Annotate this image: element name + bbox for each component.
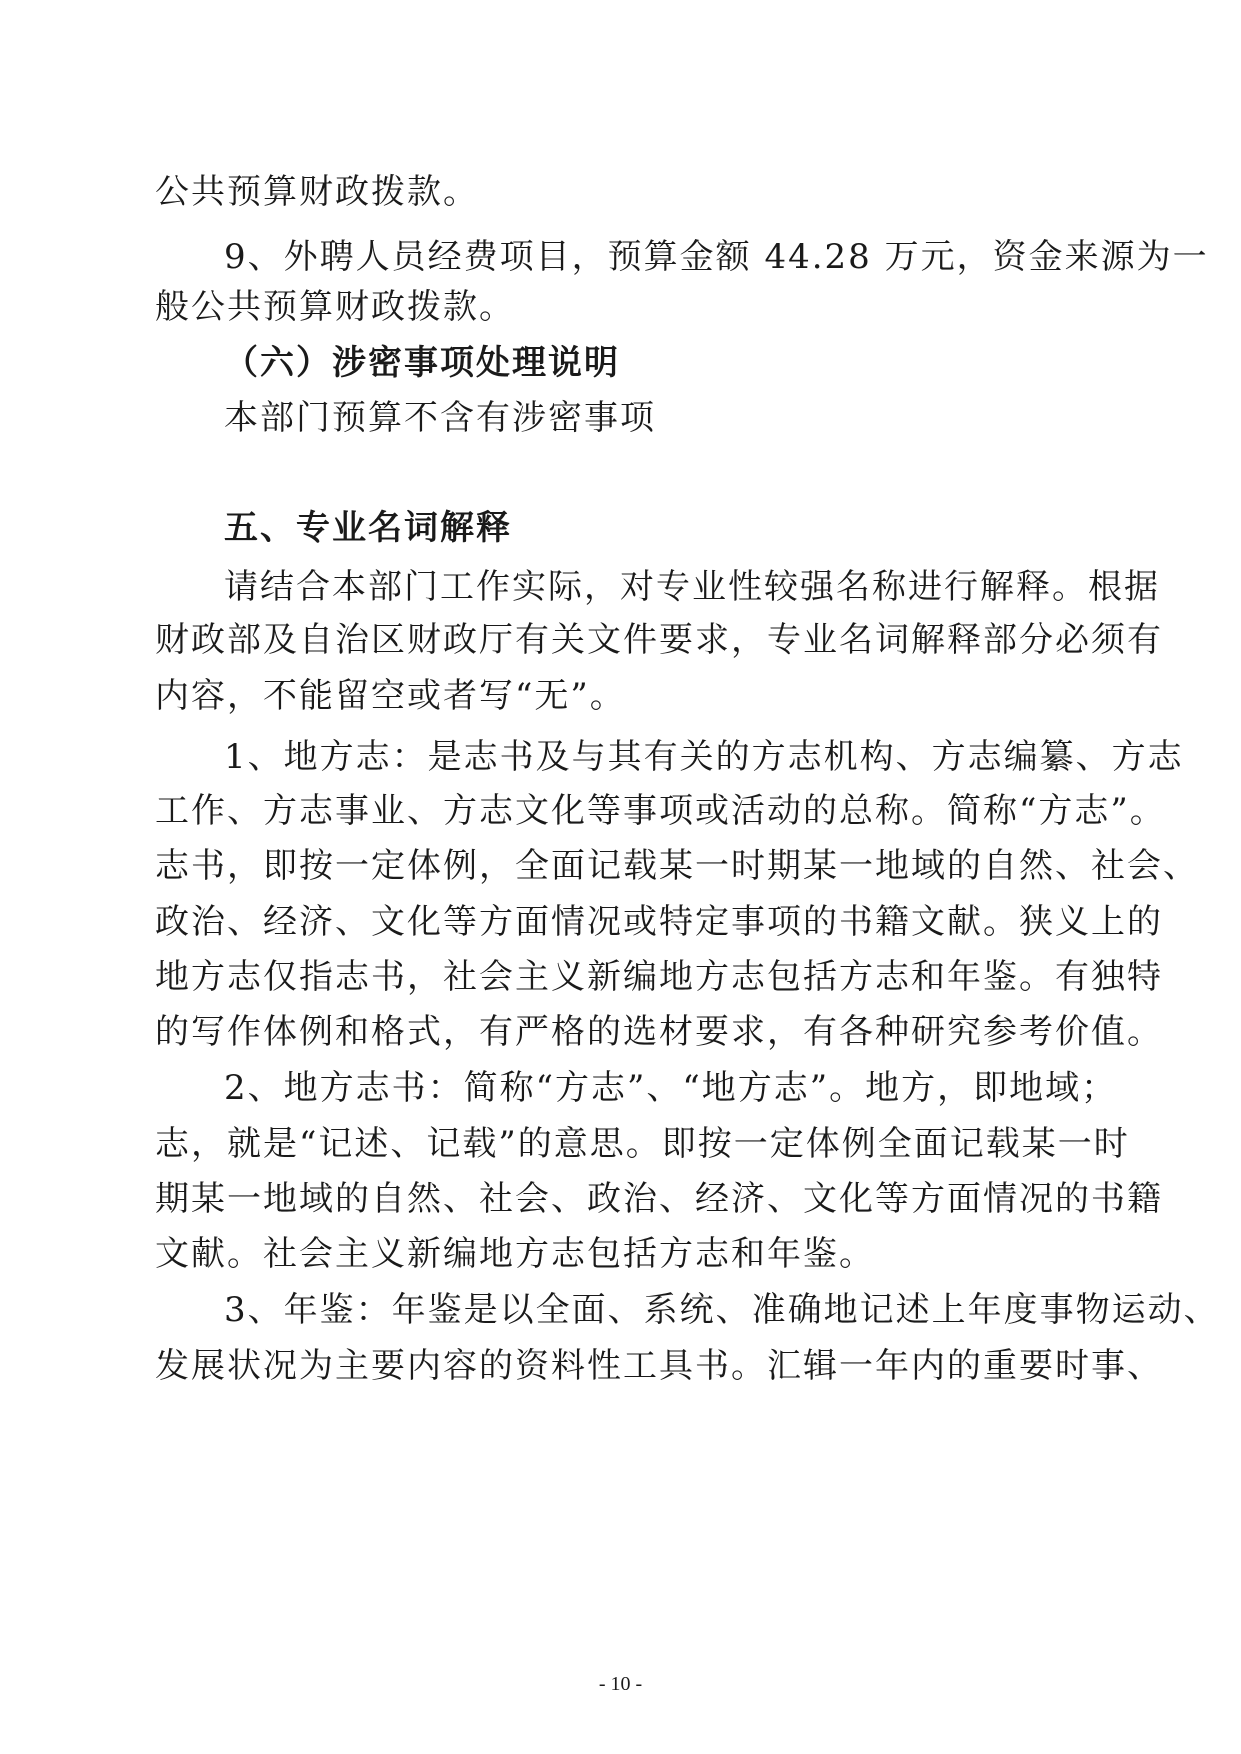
intro-line-3: 内容，不能留空或者写“无”。	[155, 676, 626, 716]
term-2-line-1: 2、地方志书：简称“方志”、“地方志”。地方，即地域；	[224, 1068, 1118, 1108]
term-1-line-4: 政治、经济、文化等方面情况或特定事项的书籍文献。狭义上的	[155, 902, 1163, 942]
item-9-line-1: 9、外聘人员经费项目，预算金额 44.28 万元，资金来源为一	[224, 237, 1209, 277]
item-8-tail-line-1: 公共预算财政拨款。	[155, 172, 479, 212]
term-2-line-3: 期某一地域的自然、社会、政治、经济、文化等方面情况的书籍	[155, 1179, 1163, 1219]
term-1-line-2: 工作、方志事业、方志文化等事项或活动的总称。简称“方志”。	[155, 791, 1166, 831]
term-3-line-1: 3、年鉴：年鉴是以全面、系统、准确地记述上年度事物运动、	[224, 1290, 1220, 1330]
term-2-line-2: 志，就是“记述、记载”的意思。即按一定体例全面记载某一时	[155, 1124, 1130, 1164]
section-5-heading: 五、专业名词解释	[224, 508, 512, 548]
term-1-line-6: 的写作体例和格式，有严格的选材要求，有各种研究参考价值。	[155, 1012, 1163, 1052]
term-2-line-4: 文献。社会主义新编地方志包括方志和年鉴。	[155, 1234, 875, 1274]
intro-line-1: 请结合本部门工作实际，对专业性较强名称进行解释。根据	[224, 567, 1160, 607]
term-3-line-2: 发展状况为主要内容的资料性工具书。汇辑一年内的重要时事、	[155, 1346, 1163, 1386]
term-1-line-5: 地方志仅指志书，社会主义新编地方志包括方志和年鉴。有独特	[155, 957, 1163, 997]
section-6-heading: （六）涉密事项处理说明	[224, 343, 620, 383]
term-1-line-1: 1、地方志：是志书及与其有关的方志机构、方志编纂、方志	[224, 737, 1184, 777]
term-1-line-3: 志书，即按一定体例，全面记载某一时期某一地域的自然、社会、	[155, 846, 1199, 886]
item-9-line-2: 般公共预算财政拨款。	[155, 287, 515, 327]
page-number: - 10 -	[598, 1673, 643, 1695]
section-6-body: 本部门预算不含有涉密事项	[224, 398, 656, 438]
intro-line-2: 财政部及自治区财政厅有关文件要求，专业名词解释部分必须有	[155, 620, 1163, 660]
